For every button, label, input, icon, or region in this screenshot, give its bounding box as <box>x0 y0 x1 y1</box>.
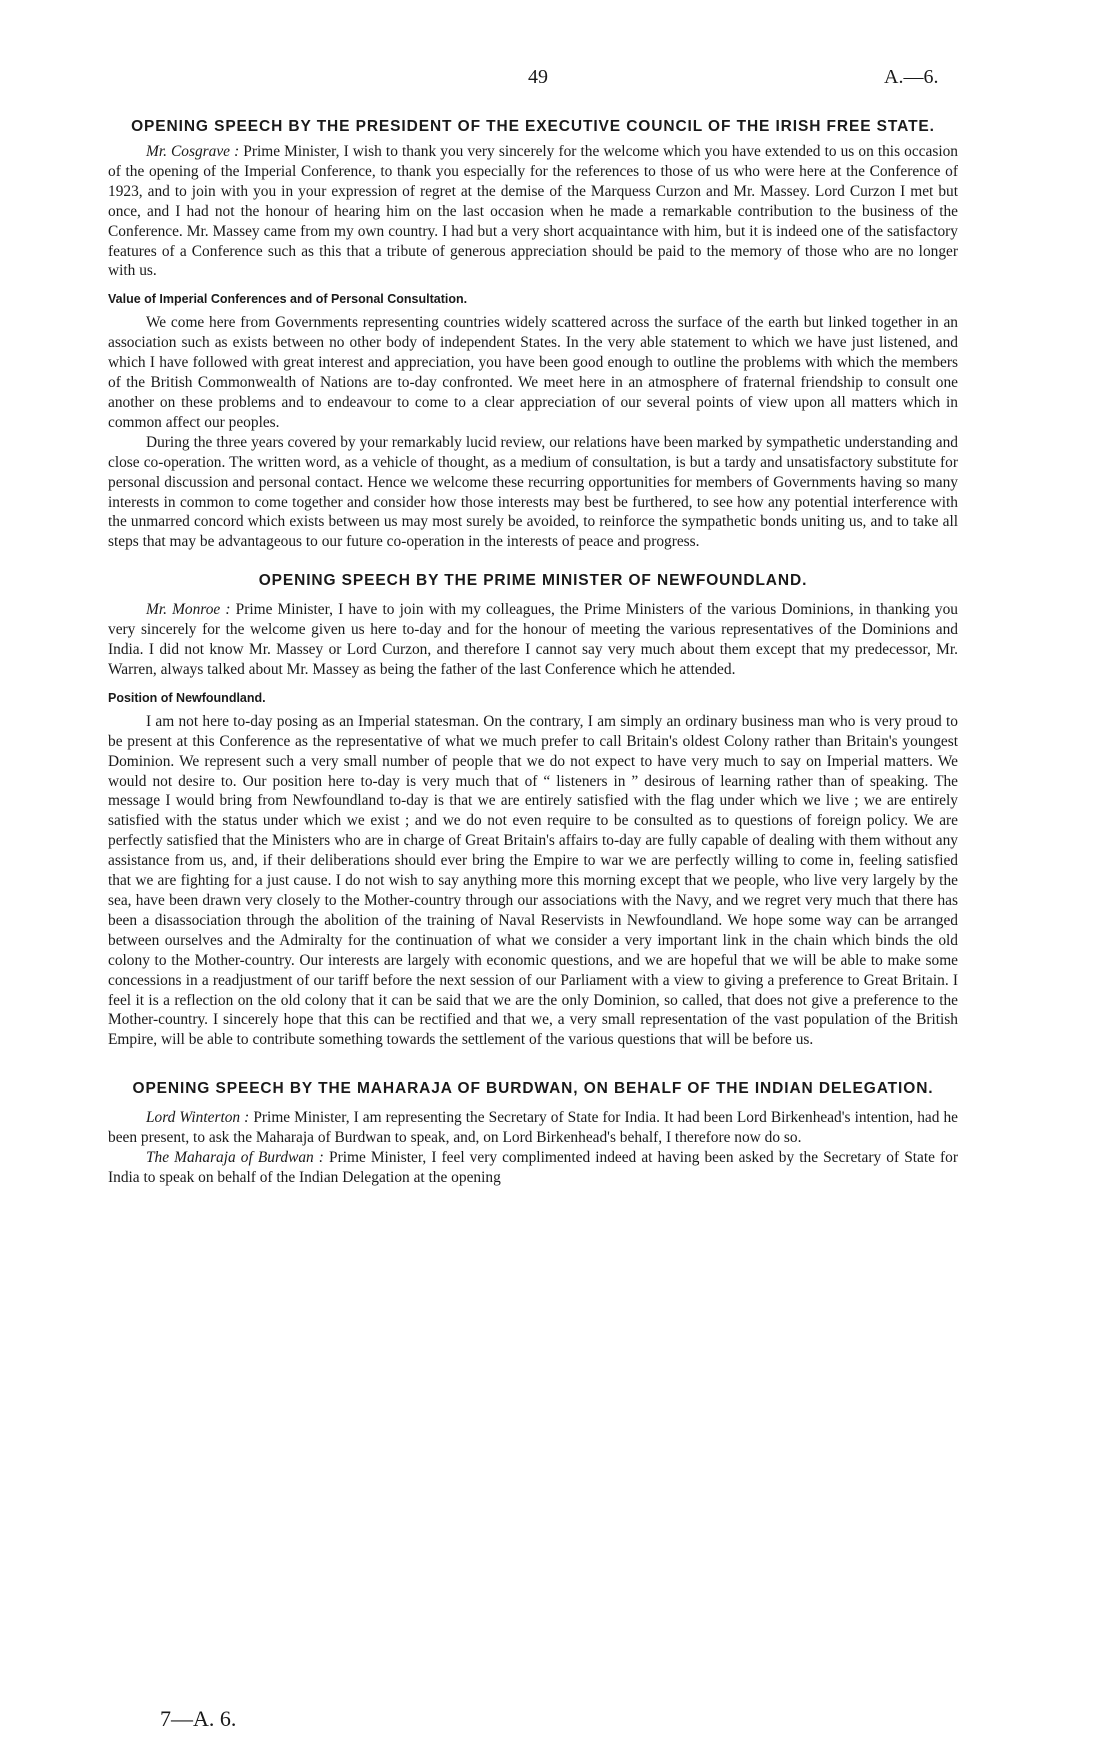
paragraph: I am not here to-day posing as an Imperial statesman. On the contrary, I am simply an ordinary business man who is very proud to be present at this Conference as the representative of what we much prefer to call Britain's oldest Colony rather than Britain's youngest Dominion. We represent such a very small number of people that we do not expect to have very much to say on Imperial matters. We would not desire to. Our position here to-day is very much that of “ listeners in ” desirous of learning rather than of speaking. The message I would bring from Newfoundland to-day is that we are entirely satisfied with the flag under which we live ; we are entirely satisfied with the status under which we exist ; and we do not even require to be consulted as to questions of foreign policy. We are perfectly satisfied that the Ministers who are in charge of Great Britain's affairs to-day are fully capable of dealing with them without any assistance from us, and, if their deliberations should ever bring the Empire to war we are perfectly willing to come in, feeling satisfied that we are fighting for a just cause. I do not wish to say anything more this morning except that we people, who live very largely by the sea, have been drawn very closely to the Mother-country through our associations with the Navy, and we regret very much that there has been a disassociation through the abolition of the training of Naval Reservists in Newfoundland. We hope some way can be arranged between ourselves and the Admiralty for the continuation of what we consider a very important link in the chain which binds the old colony to the Mother-country. Our interests are largely with economic questions, and we are hopeful that we will be able to make some concessions in a readjustment of our tariff before the next session of our Parliament with a view to giving a preference to Great Britain. I feel it is a reflection on the old colony that it can be said that we are the only Dominion, so called, that does not give a preference to the Mother-country. I sincerely hope that this can be rectified and that we, a very small representation of the vast population of the British Empire, will be able to contribute something towards the settlement of the various questions that will be before us. <box>108 712 958 1049</box>
paragraph: We come here from Governments representing countries widely scattered across the surface of the earth but linked together in an association such as exists between no other body of independent States. In the very able statement to which we have just listened, and which I have followed with great interest and appreciation, you have been good enough to outline the problems with which the members of the British Commonwealth of Nations are to-day confronted. We meet here in an atmosphere of fraternal friendship to consult one another on these problems and to endeavour to come to a clear appreciation of our several points of view upon all matters which in common affect our peoples. <box>108 314 958 431</box>
section-heading-newfoundland: OPENING SPEECH BY THE PRIME MINISTER OF NEWFOUNDLAND. <box>258 572 808 590</box>
speech-text: Prime Minister, I wish to thank you very sincerely for the welcome which you have extended to us on this occasion of the opening of the Imperial Conference, to thank you especially for the references to those of us who were here at the Conference of 1923, and to join with you in your expression of regret at the demise of the Marquess Curzon and Mr. Massey. Lord Curzon I met but once, and I had not the honour of hearing him on the last occasion when he made a remarkable contribution to the business of the Conference. Mr. Massey came from my own country. I had but a very short acquaintance with him, but it is indeed one of the satisfactory features of a Conference such as this that a tribute of generous appreciation should be paid to the memory of those who are no longer with us. <box>108 143 958 280</box>
subheading-position-of-newfoundland: Position of Newfoundland. <box>108 690 266 705</box>
speech-text: Prime Minister, I have to join with my colleagues, the Prime Ministers of the various Dominions, in thanking you very sincerely for the welcome given us here to-day and for the honour of meeting the various representatives of the Dominions and India. I did not know Mr. Massey or Lord Curzon, and therefore I cannot say very much about them except that my predecessor, Mr. Warren, always talked about Mr. Massey as being the father of the last Conference which he attended. <box>108 601 958 678</box>
text-column <box>108 117 958 1188</box>
speech-maharaja <box>108 1148 958 1188</box>
paragraph: During the three years covered by your remarkably lucid review, our relations have been marked by sympathetic understanding and close co-operation. The written word, as a vehicle of thought, as a medium of consultation, is but a tardy and unsatisfactory substitute for personal discussion and personal contact. Hence we welcome these recurring opportunities for members of Governments having so many interests in common to come together and consider how those interests may best be furthered, to see how any potential interference with the unmarred concord which exists between us may most surely be avoided, to reinforce the sympathetic bonds uniting us, and to take all steps that may be advantageous to our future co-operation in the interests of peace and progress. <box>108 433 958 551</box>
speech-text: Prime Minister, I am representing the Secretary of State for India. It had been Lord Birkenhead's intention, had he been present, to ask the Maharaja of Burdwan to speak, and, on Lord Birkenhead's behalf, I therefore now do so. <box>108 1109 958 1147</box>
speaker-name: Mr. Monroe : <box>146 601 231 619</box>
subheading-value-of-conferences: Value of Imperial Conferences and of Personal Consultation. <box>108 292 468 307</box>
page-number: 49 <box>528 66 548 88</box>
speaker-name: The Maharaja of Burdwan : <box>146 1149 324 1167</box>
speech-text: Prime Minister, I feel very complimented indeed at having been asked by the Secretary of State for India to speak on behalf of the Indian Delegation at the opening <box>108 1149 958 1186</box>
page-signature: 7—A. 6. <box>160 1706 237 1731</box>
section-heading-indian-delegation: OPENING SPEECH BY THE MAHARAJA OF BURDWAN, ON BEHALF OF THE INDIAN DELEGATION. <box>132 1080 934 1098</box>
speech-monroe <box>108 600 958 680</box>
document-reference: A.—6. <box>884 66 939 88</box>
speech-cosgrave <box>108 142 958 281</box>
section-heading-irish: OPENING SPEECH BY THE PRESIDENT OF THE EXECUTIVE COUNCIL OF THE IRISH FREE STATE. <box>131 118 935 135</box>
speech-winterton <box>108 1108 958 1148</box>
speaker-name: Mr. Cosgrave : <box>146 143 240 160</box>
speaker-name: Lord Winterton : <box>146 1109 250 1127</box>
